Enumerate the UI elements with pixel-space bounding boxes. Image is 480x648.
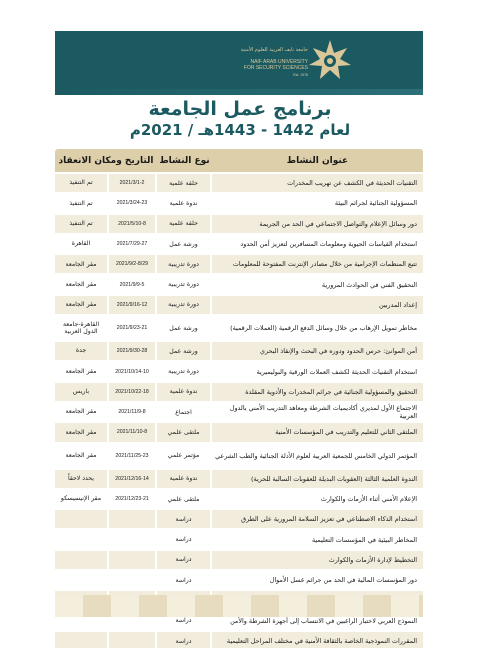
banner-stripe xyxy=(55,89,423,95)
activity-title: التحقيق الفني في الحوادث المرورية xyxy=(321,280,417,289)
table-row xyxy=(55,235,423,253)
activity-type: مؤتمر علمي xyxy=(157,444,212,468)
table-row xyxy=(55,530,423,548)
table-row xyxy=(55,403,423,421)
activity-title: تتبع المنظمات الإجرامية من خلال مصادر الإنترنت المفتوحة للمعلومات xyxy=(212,255,423,273)
activity-title: مخاطر تمويل الإرهاب من خلال وسائل الدفع الرقمية (العملات الرقمية) xyxy=(230,324,417,333)
activity-place xyxy=(55,551,109,569)
activity-type: حلقة علمية xyxy=(157,174,212,192)
table-row xyxy=(55,296,423,314)
header-banner xyxy=(55,31,423,95)
activity-place xyxy=(55,510,109,528)
activity-type: ندوة علمية xyxy=(157,470,212,488)
activity-date: 2021/10/14-10 xyxy=(109,362,157,380)
activity-date xyxy=(109,551,157,569)
university-name-en-1: NAIF ARAB UNIVERSITY xyxy=(250,59,308,65)
page-subtitle: لعام 1442 - 1443هـ / 2021م xyxy=(129,121,351,139)
activity-date: 2021/12/16-14 xyxy=(109,470,157,488)
activity-date: 2021/11/25-23 xyxy=(109,444,157,468)
activity-type: ورشة عمل xyxy=(157,316,212,340)
university-name-en-3: Est. 1978 xyxy=(293,73,308,77)
activity-title: النموذج العربي لاختبار الراغبين في الانتساب إلى أجهزة الشرطة والأمن xyxy=(230,616,417,625)
activity-title: المخاطر البيئية في المؤسسات التعليمية xyxy=(311,535,417,544)
activity-date: 2021/9/9-5 xyxy=(109,275,157,293)
activity-place xyxy=(55,530,109,548)
activity-type: دورة تدريبية xyxy=(157,255,212,273)
activity-type: حلقة علمية xyxy=(157,215,212,233)
activity-type: ورشة عمل xyxy=(157,235,212,253)
table-row xyxy=(55,316,423,340)
activity-place: مقر الجامعة xyxy=(55,423,109,441)
activity-date: 2021/9/30-28 xyxy=(109,342,157,360)
activity-place: جدة xyxy=(55,342,109,360)
activity-date xyxy=(109,571,157,589)
activity-title: الملتقى الثاني للتعليم والتدريب في المؤسسات الأمنية xyxy=(212,423,423,441)
table-row xyxy=(55,215,423,233)
activity-title: إعداد المدربين xyxy=(212,296,423,314)
table-header xyxy=(55,149,423,172)
table-row xyxy=(55,383,423,401)
table-row xyxy=(55,490,423,508)
header-date-place: التاريخ ومكان الانعقاد xyxy=(58,155,154,166)
activity-title: المؤتمر الدولي الخامس للجمعية العربية لعلوم الأدلة الجنائية والطب الشرعي xyxy=(215,451,417,460)
table-row xyxy=(55,444,423,468)
table-row xyxy=(55,362,423,380)
activity-place: مقر الجامعة xyxy=(55,296,109,314)
header-type: نوع النشاط xyxy=(159,155,210,166)
activity-title: الندوة العلمية الثالثة (العقوبات البديلة للعقوبات السالبة للحرية) xyxy=(212,470,423,488)
university-name-en-2: FOR SECURITY SCIENCES xyxy=(243,65,308,71)
activity-date: 2021/5/10-8 xyxy=(109,215,157,233)
table-row xyxy=(55,510,423,528)
activity-place: مقر الجامعة xyxy=(55,444,109,468)
activity-title: المسؤولية الجنائية لجرائم البيئة xyxy=(334,199,417,208)
activity-place: تم التنفيذ xyxy=(55,174,109,192)
activity-place: مقر الجامعة xyxy=(55,403,109,421)
activity-type: دراسة xyxy=(157,510,212,528)
activity-type: دورة تدريبية xyxy=(157,362,212,380)
activity-type: ندوة علمية xyxy=(157,194,212,212)
activity-date xyxy=(109,510,157,528)
activity-place: تم التنفيذ xyxy=(55,194,109,212)
activity-type: دورة تدريبية xyxy=(157,296,212,314)
activity-date: 2021/10/22-18 xyxy=(109,383,157,401)
activity-place: القاهرة xyxy=(55,235,109,253)
activity-type: ورشة عمل xyxy=(157,342,212,360)
activity-title: الإعلام الأمني أثناء الأزمات والكوارث xyxy=(320,495,417,503)
activity-type: ملتقى علمي xyxy=(157,423,212,441)
activity-place: مقر الجامعة xyxy=(55,362,109,380)
table-row xyxy=(55,255,423,273)
table-row xyxy=(55,571,423,589)
table-row xyxy=(55,632,423,648)
activity-place: باريس xyxy=(55,383,109,401)
activity-date xyxy=(109,530,157,548)
activity-place xyxy=(55,632,109,648)
activity-place: تم التنفيذ xyxy=(55,215,109,233)
activity-title: دور المؤسسات المالية في الحد من جرائم غسل الأموال xyxy=(269,576,417,585)
activity-type: دراسة xyxy=(157,571,212,589)
activity-date: 2021/3/24-23 xyxy=(109,194,157,212)
activity-title: التقنيات الحديثة في الكشف عن تهريب المخدرات xyxy=(212,174,423,192)
activity-date: 2021/7/29-27 xyxy=(109,235,157,253)
activity-date: 2021/9/16-12 xyxy=(109,296,157,314)
activity-type: دورة تدريبية xyxy=(157,275,212,293)
activity-title: استخدام الذكاء الاصطناعي في تعزيز السلامة المرورية على الطرق xyxy=(212,510,423,528)
table-row xyxy=(55,342,423,360)
activity-type: دراسة xyxy=(157,612,212,630)
activity-place: يحدد لاحقاً xyxy=(55,470,109,488)
table-body xyxy=(55,174,423,648)
activity-type: دراسة xyxy=(157,551,212,569)
header-title: عنوان النشاط xyxy=(286,155,349,166)
activity-title: التحقيق والمسؤولية الجنائية في جرائم المخدرات والأدوية المقلدة xyxy=(212,383,423,401)
activity-date: 2021/3/1-2 xyxy=(109,174,157,192)
activity-title: استخدام التقنيات الحديثة لكشف العملات الورقية والبوليميرية xyxy=(256,367,417,376)
table-row xyxy=(55,174,423,192)
activity-title: المقررات النموذجية الخاصة بالثقافة الأمنية في مختلف المراحل التعليمية xyxy=(212,632,423,648)
university-logo xyxy=(230,37,360,87)
activity-date: 2021/11/9-8 xyxy=(109,403,157,421)
activities-table xyxy=(55,149,423,648)
activity-type: دراسة xyxy=(157,530,212,548)
university-name-ar: جامعة نايف العربية للعلوم الأمنية xyxy=(240,47,308,53)
activity-title: أمن الموانئ: حرس الحدود ودوره في البحث والإنقاذ البحري xyxy=(212,342,423,360)
activity-date: 2021/12/23-21 xyxy=(109,490,157,508)
page-title: برنامج عمل الجامعة xyxy=(148,98,332,120)
activity-date xyxy=(109,632,157,648)
footer-pattern xyxy=(55,595,423,617)
activity-place: مقر الجامعة xyxy=(55,275,109,293)
activity-type: دراسة xyxy=(157,632,212,648)
activity-title: دور وسائل الإعلام والتواصل الاجتماعي في الحد من الجريمة xyxy=(212,215,423,233)
activity-place: القاهرة-جامعة الدول العربية xyxy=(55,316,109,340)
table-row xyxy=(55,470,423,488)
activity-date: 2021/9/23-21 xyxy=(109,316,157,340)
activity-type: اجتماع xyxy=(157,403,212,421)
table-row xyxy=(55,194,423,212)
activity-date: 2021/9/2-8/29 xyxy=(109,255,157,273)
activity-date: 2021/11/10-8 xyxy=(109,423,157,441)
activity-title: استخدام القياسات الحيوية ومعلومات المسافرين لتعزيز أمن الحدود xyxy=(240,240,417,249)
star-emblem-icon xyxy=(308,39,352,83)
activity-title: الاجتماع الأول لمديري أكاديميات الشرطة ومعاهد التدريب الأمني بالدول العربية xyxy=(229,404,417,421)
table-row xyxy=(55,423,423,441)
activity-type: ندوة علمية xyxy=(157,383,212,401)
table-row xyxy=(55,275,423,293)
activity-place: مقر الجامعة xyxy=(55,255,109,273)
activity-title: التخطيط لإدارة الأزمات والكوارث xyxy=(212,551,423,569)
activity-type: ملتقى علمي xyxy=(157,490,212,508)
table-row xyxy=(55,551,423,569)
activity-place xyxy=(55,571,109,589)
activity-place: مقر الإنيسيسكو xyxy=(55,490,109,508)
